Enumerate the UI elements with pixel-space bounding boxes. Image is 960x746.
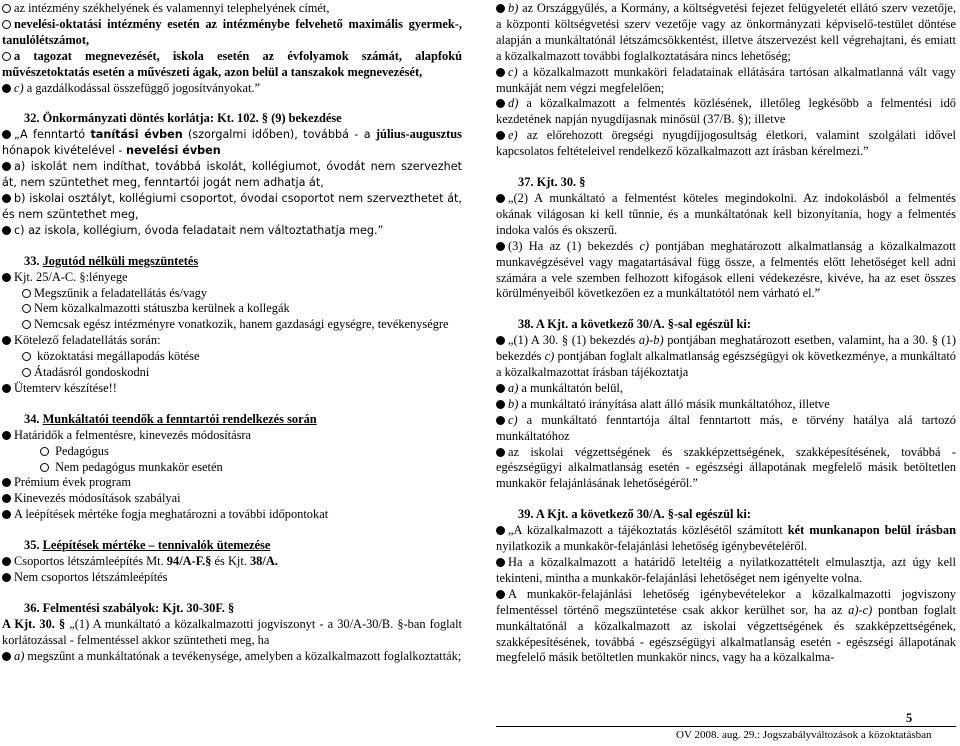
- filled-bullet-icon: [2, 130, 11, 139]
- list-item: Határidők a felmentésre, kinevezés módosításra: [2, 428, 462, 444]
- filled-bullet-icon: [496, 384, 505, 393]
- paragraph: c) a munkáltató fenntartója által fenntartott más, e törvény hatálya alá tartozó munkáltatóhoz: [496, 412, 956, 443]
- hollow-bullet-icon: [22, 368, 31, 377]
- paragraph: b) az Országgyűlés, a Kormány, a költségvetési fejezet felügyeletét ellátó szerv vezetője, a központi költségvetési szerv vezetője vagy az önkormányzati képviselő-testület döntése alapján a munkáltatónál létszámcsökkentést, illetve átszervezést kell végrehajtani, és emiatt a közalkalmazott további foglalkoztatására nincs lehetőség;: [496, 1, 956, 63]
- filled-bullet-icon: [2, 162, 11, 171]
- list-item: Prémium évek program: [2, 475, 462, 491]
- hollow-bullet-icon: [2, 20, 11, 29]
- hollow-bullet-icon: [22, 304, 31, 313]
- filled-bullet-icon: [496, 4, 505, 13]
- section-heading-37: 37. Kjt. 30. §: [518, 175, 586, 190]
- hollow-bullet-icon: [22, 289, 31, 298]
- list-item: Csoportos létszámleépítés Mt. 94/A-F.§ és Kjt. 38/A.: [2, 554, 462, 570]
- paragraph: b) iskolai osztályt, kollégiumi csoportot, óvodai csoportot nem szervezthetet át, és nem szüntethet meg,: [2, 191, 462, 221]
- filled-bullet-icon: [2, 273, 11, 282]
- left-column: [2, 1, 462, 665]
- filled-bullet-icon: [496, 526, 505, 535]
- paragraph: b) a munkáltató irányítása alatt álló másik munkáltatóhoz, illetve: [496, 397, 956, 413]
- paragraph: (3) Ha az (1) bekezdés c) pontjában meghatározott alkalmatlanság a közalkalmazott munkavégzésével vagy magatartásával függ össze, a felmentés előtt lehetőséget kell adni számára a vele szemben felhozott kifogások elleni védekezésre, kivéve, ha az eset összes körülményeiből következően ez a munkáltatótól nem várható el.”: [496, 238, 956, 301]
- paragraph: c) az iskola, kollégium, óvoda feladatait nem változtathatja meg.”: [2, 223, 462, 239]
- paragraph: e) az előrehozott öregségi nyugdíjjogosultság életkori, valamint szolgálati idővel kapcsolatos feltételeivel rendelkező közalkalmazott azt írásban kérelmezi.”: [496, 128, 956, 159]
- paragraph: „(2) A munkáltató a felmentést köteles megindokolni. Az indokolásból a felmentés okának világosan ki kell tűnnie, és a munkáltatónak kell bizonyítania, hogy a felmentés indoka valós és okszerű.: [496, 190, 956, 237]
- list-item: Nemcsak egész intézményre vonatkozik, hanem gazdasági egységre, tevékenységre: [2, 317, 462, 333]
- hollow-bullet-icon: [22, 352, 31, 361]
- paragraph: „A fenntartó tanítási évben (szorgalmi időben), továbbá - a július-augusztus hónapok kivételével - nevelési évben: [2, 127, 462, 158]
- list-item: Ütemterv készítése!!: [2, 381, 462, 397]
- filled-bullet-icon: [496, 558, 505, 567]
- list-item: az intézmény székhelyének és valamennyi telephelyének címét,: [2, 1, 462, 17]
- list-item: Nem pedagógus munkakör esetén: [2, 460, 462, 476]
- hollow-bullet-icon: [2, 52, 11, 61]
- right-column: [496, 1, 956, 666]
- filled-bullet-icon: [2, 573, 11, 582]
- section-heading-38: 38. A Kjt. a következő 30/A. §-sal egészül ki:: [518, 317, 751, 332]
- filled-bullet-icon: [496, 400, 505, 409]
- filled-bullet-icon: [2, 652, 11, 661]
- filled-bullet-icon: [2, 384, 11, 393]
- filled-bullet-icon: [496, 590, 505, 599]
- filled-bullet-icon: [2, 494, 11, 503]
- section-heading-36: 36. Felmentési szabályok: Kjt. 30-30F. §: [24, 600, 235, 615]
- filled-bullet-icon: [2, 431, 11, 440]
- filled-bullet-icon: [496, 99, 505, 108]
- list-item: nevelési-oktatási intézmény esetén az intézménybe felvehető maximális gyermek-, tanulólétszámot,: [2, 16, 462, 47]
- section-heading-32: 32. Önkormányzati döntés korlátja: Kt. 102. § (9) bekezdése: [24, 111, 342, 126]
- footer-divider: [496, 726, 956, 727]
- paragraph: A Kjt. 30. § „(1) A munkáltató a közalkalmazotti jogviszonyt - a 30/A-30/B. §-ban foglalt korlátozással - felmentéssel akkor szüntetheti meg, ha: [2, 616, 462, 647]
- list-item: a tagozat megnevezését, iskola esetén az évfolyamok számát, alapfokú művészetoktatás esetén a művészeti ágak, azon belül a tanszakok megnevezését,: [2, 48, 462, 79]
- filled-bullet-icon: [496, 131, 505, 140]
- list-item: közoktatási megállapodás kötése: [2, 349, 462, 365]
- paragraph: „(1) A 30. § (1) bekezdés a)-b) pontjában meghatározott esetben, valamint, ha a 30. § (1) bekezdés c) pontjában foglalt alkalmatlanság egészségügyi ok következménye, a munkáltató a közalkalmazottat írásban tájékoztatja: [496, 333, 957, 380]
- paragraph: Ha a közalkalmazott a határidő leteltéig a nyilatkozattételt elmulasztja, azt úgy kell tekinteni, mintha a munkakör-felajánlási lehetőséget nem igényelte volna.: [496, 555, 956, 585]
- filled-bullet-icon: [2, 336, 11, 345]
- filled-bullet-icon: [2, 478, 11, 487]
- list-item: Nem csoportos létszámleépítés: [2, 570, 462, 586]
- list-item: Nem közalkalmazotti státuszba kerülnek a kollegák: [2, 301, 462, 317]
- list-item: A leépítések mértéke fogja meghatározni a további időpontokat: [2, 507, 462, 523]
- filled-bullet-icon: [496, 68, 505, 77]
- filled-bullet-icon: [2, 226, 11, 235]
- hollow-bullet-icon: [22, 320, 31, 329]
- filled-bullet-icon: [496, 242, 505, 251]
- list-item: Átadásról gondoskodni: [2, 365, 462, 381]
- filled-bullet-icon: [2, 194, 11, 203]
- paragraph: az iskolai végzettségének és szakképzettségének, szakképesítésének, továbbá - egészségügyi alkalmatlanság esetén - egészségi állapotának megfelelő másik betöltetlen munkakör felajánlásának lehetőségéről.”: [496, 444, 956, 491]
- filled-bullet-icon: [496, 416, 505, 425]
- filled-bullet-icon: [496, 448, 505, 457]
- list-item: Kjt. 25/A-C. §:lényege: [2, 270, 462, 286]
- list-item: c) a gazdálkodással összefüggő jogosítványokat.”: [2, 81, 462, 97]
- filled-bullet-icon: [496, 336, 505, 345]
- list-item: Kötelező feladatellátás során:: [2, 333, 462, 349]
- filled-bullet-icon: [496, 194, 505, 203]
- paragraph: A munkakör-felajánlási lehetőség igénybevételekor a közalkalmazotti jogviszony felmentéssel történő megszüntetése csak akkor kerülhet sor, ha az a)-c) pontban foglalt munkáltatónál a közalkalmazott az iskolai végzettségének és szakképzettségének, szakképesítésének, továbbá - egészségügyi alkalmatlanság esetén - egészségi állapotának megfelelő másik betöltetlen munkakör nincs, vagy ha a közalkalma-: [496, 586, 956, 665]
- paragraph: a) megszűnt a munkáltatónak a tevékenysége, amelyben a közalkalmazott foglalkoztatták;: [2, 649, 462, 665]
- paragraph: a) a munkáltatón belül,: [496, 381, 956, 397]
- paragraph: „A közalkalmazott a tájékoztatás közlésétől számított két munkanapon belül írásban nyilatkozik a munkakör-felajánlási lehetőség igénybevételéről.: [496, 523, 956, 554]
- paragraph: a) iskolát nem indíthat, továbbá iskolát, kollégiumot, óvodát nem szervezhet át, nem szüntethet meg, fenntartói jogát nem adhatja át,: [2, 160, 462, 190]
- hollow-bullet-icon: [40, 463, 49, 472]
- paragraph: c) a közalkalmazott munkaköri feladatainak ellátására tartósan alkalmatlanná vált vagy munkáját nem végzi megfelelően;: [496, 64, 956, 95]
- section-heading-39: 39. A Kjt. a következő 30/A. §-sal egészül ki:: [518, 507, 751, 522]
- footer-text: OV 2008. aug. 29.: Jogszabályváltozások a közoktatásban: [676, 729, 932, 741]
- filled-bullet-icon: [2, 510, 11, 519]
- page-number: 5: [906, 711, 913, 725]
- hollow-bullet-icon: [2, 4, 11, 13]
- paragraph: d) a közalkalmazott a felmentés közlésének, illetőleg legkésőbb a felmentési idő kezdetének napján nyugdíjasnak minősül (37/B. §); illetve: [496, 96, 956, 127]
- filled-bullet-icon: [2, 84, 11, 93]
- hollow-bullet-icon: [40, 447, 49, 456]
- list-item: Megszűnik a feladatellátás és/vagy: [2, 286, 462, 302]
- filled-bullet-icon: [2, 557, 11, 566]
- section-heading-35: 35. Leépítések mértéke – tennivalók ütemezése: [24, 538, 271, 553]
- list-item: Kinevezés módosítások szabályai: [2, 491, 462, 507]
- section-heading-34: 34. Munkáltatói teendők a fenntartói rendelkezés során: [24, 411, 317, 426]
- list-item: Pedagógus: [2, 444, 462, 460]
- section-heading-33: 33. Jogutód nélküli megszüntetés: [24, 253, 199, 268]
